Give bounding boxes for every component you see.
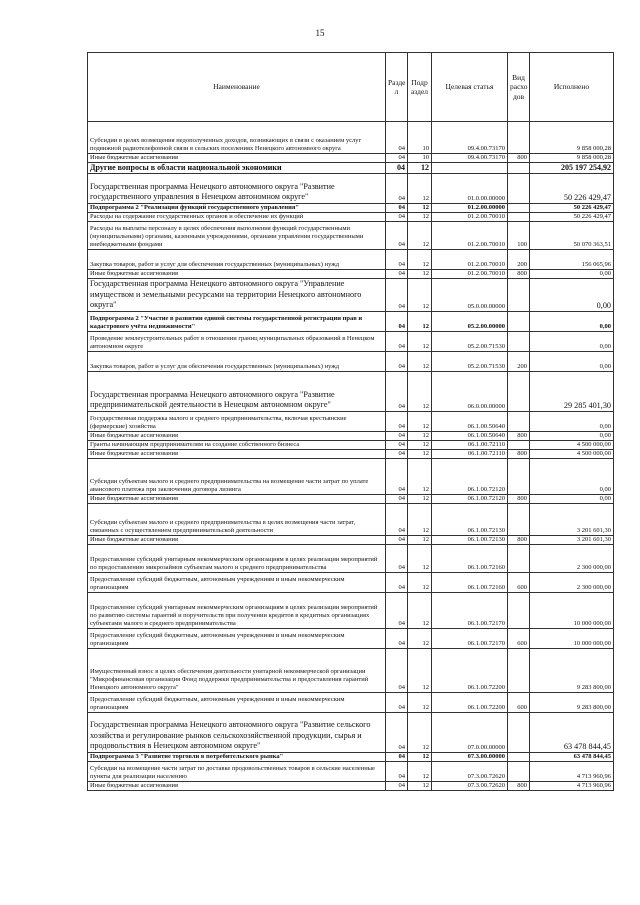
- table-row: [88, 411, 614, 431]
- table-row: [88, 311, 614, 331]
- row-target-cell: 05.2.00.00000: [432, 311, 508, 331]
- row-type-cell: [508, 440, 530, 449]
- row-name-cell: Государственная программа Ненецкого автономного округа "Развитие предпринимательской деятельности в Ненецком автономном округе": [88, 371, 386, 411]
- row-name-cell: Иные бюджетные ассигнования: [88, 449, 386, 458]
- row-executed-cell: 29 285 401,30: [530, 371, 614, 411]
- row-name-cell: Иные бюджетные ассигнования: [88, 781, 386, 790]
- row-subsection-cell: 12: [408, 163, 432, 174]
- table-row: [88, 270, 614, 279]
- row-executed-cell: 0,00: [530, 458, 614, 494]
- table-row: [88, 628, 614, 648]
- row-section-cell: 04: [386, 761, 408, 781]
- row-executed-cell: 50 226 429,47: [530, 174, 614, 204]
- row-executed-cell: 0,00: [530, 494, 614, 503]
- row-section-cell: 04: [386, 449, 408, 458]
- row-target-cell: 06.1.00.72130: [432, 503, 508, 535]
- row-type-cell: [508, 648, 530, 692]
- row-subsection-cell: 12: [408, 204, 432, 213]
- row-subsection-cell: 12: [408, 440, 432, 449]
- row-type-cell: 800: [508, 154, 530, 163]
- row-target-cell: 06.1.00.72120: [432, 458, 508, 494]
- row-target-cell: 06.0.00.00000: [432, 371, 508, 411]
- row-section-cell: 04: [386, 781, 408, 790]
- row-subsection-cell: 10: [408, 154, 432, 163]
- row-subsection-cell: 12: [408, 592, 432, 628]
- table-row: [88, 781, 614, 790]
- row-type-cell: [508, 752, 530, 761]
- row-subsection-cell: 12: [408, 752, 432, 761]
- row-subsection-cell: 12: [408, 331, 432, 351]
- row-target-cell: 06.1.00.72120: [432, 494, 508, 503]
- row-type-cell: 600: [508, 692, 530, 712]
- row-subsection-cell: 10: [408, 122, 432, 154]
- row-section-cell: 04: [386, 331, 408, 351]
- row-name-cell: Субсидии на возмещение части затрат по доставке продовольственных товаров в сельские населенные пункты для реализации населению: [88, 761, 386, 781]
- row-subsection-cell: 12: [408, 351, 432, 371]
- table-row: [88, 458, 614, 494]
- row-type-cell: 200: [508, 351, 530, 371]
- row-type-cell: [508, 174, 530, 204]
- row-subsection-cell: 12: [408, 371, 432, 411]
- row-type-cell: [508, 163, 530, 174]
- row-section-cell: 04: [386, 752, 408, 761]
- row-subsection-cell: 12: [408, 174, 432, 204]
- table-row: [88, 331, 614, 351]
- row-executed-cell: 10 000 000,00: [530, 592, 614, 628]
- row-target-cell: 01.2.00.70010: [432, 270, 508, 279]
- row-executed-cell: 4 713 960,96: [530, 761, 614, 781]
- table-row: [88, 592, 614, 628]
- row-type-cell: [508, 712, 530, 752]
- row-section-cell: 04: [386, 371, 408, 411]
- row-name-cell: Иные бюджетные ассигнования: [88, 431, 386, 440]
- row-executed-cell: 2 300 000,00: [530, 572, 614, 592]
- row-target-cell: 06.1.00.72170: [432, 628, 508, 648]
- row-type-cell: 800: [508, 781, 530, 790]
- row-type-cell: [508, 122, 530, 154]
- row-executed-cell: 10 000 000,00: [530, 628, 614, 648]
- row-target-cell: 06.1.00.50640: [432, 431, 508, 440]
- table-row: [88, 440, 614, 449]
- table-row: [88, 712, 614, 752]
- row-name-cell: Государственная программа Ненецкого автономного округа "Развитие государственного управления в Ненецком автономном округе": [88, 174, 386, 204]
- table-row: [88, 544, 614, 572]
- row-section-cell: 04: [386, 411, 408, 431]
- row-type-cell: [508, 503, 530, 535]
- row-type-cell: 800: [508, 270, 530, 279]
- row-type-cell: 600: [508, 572, 530, 592]
- row-target-cell: 07.3.00.72620: [432, 781, 508, 790]
- header-target-article: Целевая статья: [432, 53, 508, 122]
- row-subsection-cell: 12: [408, 431, 432, 440]
- row-subsection-cell: 12: [408, 503, 432, 535]
- table-row: [88, 154, 614, 163]
- row-subsection-cell: 12: [408, 535, 432, 544]
- row-name-cell: Иные бюджетные ассигнования: [88, 154, 386, 163]
- row-executed-cell: 0,00: [530, 431, 614, 440]
- table-row: [88, 371, 614, 411]
- row-executed-cell: 3 201 601,30: [530, 535, 614, 544]
- row-section-cell: 04: [386, 311, 408, 331]
- row-target-cell: 06.1.00.72160: [432, 572, 508, 592]
- row-subsection-cell: 12: [408, 222, 432, 250]
- row-executed-cell: 0,00: [530, 331, 614, 351]
- row-section-cell: 04: [386, 572, 408, 592]
- row-name-cell: Предоставление субсидий бюджетным, автономным учреждениям и иным некоммерческим организациям: [88, 692, 386, 712]
- table-row: [88, 213, 614, 222]
- row-target-cell: 06.1.00.72110: [432, 440, 508, 449]
- row-section-cell: 04: [386, 712, 408, 752]
- row-executed-cell: 4 713 960,96: [530, 781, 614, 790]
- row-section-cell: 04: [386, 544, 408, 572]
- row-type-cell: 200: [508, 250, 530, 270]
- table-row: [88, 204, 614, 213]
- row-section-cell: 04: [386, 204, 408, 213]
- row-subsection-cell: 12: [408, 692, 432, 712]
- row-executed-cell: 50 070 363,51: [530, 222, 614, 250]
- row-type-cell: [508, 544, 530, 572]
- row-executed-cell: 63 478 844,45: [530, 712, 614, 752]
- row-section-cell: 04: [386, 213, 408, 222]
- row-type-cell: [508, 279, 530, 312]
- header-name: Наименование: [88, 53, 386, 122]
- row-subsection-cell: 12: [408, 544, 432, 572]
- row-section-cell: 04: [386, 270, 408, 279]
- row-subsection-cell: 12: [408, 449, 432, 458]
- row-subsection-cell: 12: [408, 494, 432, 503]
- table-row: [88, 494, 614, 503]
- row-section-cell: 04: [386, 503, 408, 535]
- row-target-cell: 09.4.00.73170: [432, 122, 508, 154]
- row-name-cell: Другие вопросы в области национальной экономики: [88, 163, 386, 174]
- row-type-cell: 800: [508, 535, 530, 544]
- row-name-cell: Закупка товаров, работ и услуг для обеспечения государственных (муниципальных) нужд: [88, 250, 386, 270]
- row-executed-cell: 4 500 000,00: [530, 440, 614, 449]
- row-type-cell: [508, 204, 530, 213]
- row-type-cell: [508, 761, 530, 781]
- row-section-cell: 04: [386, 628, 408, 648]
- row-executed-cell: 9 283 800,00: [530, 648, 614, 692]
- budget-execution-table: [87, 52, 614, 791]
- row-section-cell: 04: [386, 279, 408, 312]
- header-subsection: Подр аздел: [408, 53, 432, 122]
- table-row: [88, 279, 614, 312]
- row-target-cell: 06.1.00.72200: [432, 648, 508, 692]
- table-row: [88, 752, 614, 761]
- row-target-cell: 01.2.00.00000: [432, 204, 508, 213]
- row-executed-cell: 50 226 429,47: [530, 204, 614, 213]
- row-name-cell: Подпрограмма 2 "Реализация функций государственного управления": [88, 204, 386, 213]
- row-section-cell: 04: [386, 494, 408, 503]
- row-subsection-cell: 12: [408, 781, 432, 790]
- row-target-cell: [432, 163, 508, 174]
- table-row: [88, 503, 614, 535]
- row-target-cell: 07.0.00.00000: [432, 712, 508, 752]
- row-section-cell: 04: [386, 222, 408, 250]
- row-name-cell: Закупка товаров, работ и услуг для обеспечения государственных (муниципальных) нужд: [88, 351, 386, 371]
- row-type-cell: [508, 411, 530, 431]
- row-executed-cell: 3 201 601,30: [530, 503, 614, 535]
- table-row: [88, 163, 614, 174]
- row-type-cell: 800: [508, 449, 530, 458]
- row-executed-cell: 0,00: [530, 270, 614, 279]
- table-row: [88, 761, 614, 781]
- row-subsection-cell: 12: [408, 648, 432, 692]
- row-name-cell: Субсидии в целях возмещения недополученных доходов, возникающих в связи с оказанием услуг подвижной радиотелефонной связи в сельских поселениях Ненецкого автономного округа: [88, 122, 386, 154]
- row-name-cell: Государственная программа Ненецкого автономного округа "Развитие сельского хозяйства и регулирование рынков сельскохозяйственной продукции, сырья и продовольствия в Ненецком автономном округе": [88, 712, 386, 752]
- row-target-cell: 05.2.00.71530: [432, 351, 508, 371]
- row-subsection-cell: 12: [408, 712, 432, 752]
- row-type-cell: [508, 371, 530, 411]
- row-name-cell: Расходы на выплаты персоналу в целях обеспечения выполнения функций государственными (муниципальными) органами, казенными учреждениями, органами управления государственными внебюджетными фондами: [88, 222, 386, 250]
- row-section-cell: 04: [386, 163, 408, 174]
- row-name-cell: Подпрограмма 3 "Развитие торговли в потребительского рынка": [88, 752, 386, 761]
- row-type-cell: [508, 458, 530, 494]
- row-name-cell: Гранты начинающим предпринимателям на создание собственного бизнеса: [88, 440, 386, 449]
- row-name-cell: Иные бюджетные ассигнования: [88, 270, 386, 279]
- table-body: [88, 122, 614, 791]
- row-section-cell: 04: [386, 535, 408, 544]
- row-name-cell: Иные бюджетные ассигнования: [88, 494, 386, 503]
- row-executed-cell: 9 283 800,00: [530, 692, 614, 712]
- row-subsection-cell: 12: [408, 411, 432, 431]
- row-section-cell: 04: [386, 692, 408, 712]
- row-executed-cell: 0,00: [530, 411, 614, 431]
- row-target-cell: 05.2.00.71530: [432, 331, 508, 351]
- row-target-cell: 01.2.00.70010: [432, 213, 508, 222]
- row-section-cell: 04: [386, 250, 408, 270]
- row-executed-cell: 0,00: [530, 279, 614, 312]
- row-name-cell: Предоставление субсидий бюджетным, автономным учреждениям и иным некоммерческим организациям: [88, 572, 386, 592]
- row-executed-cell: 9 858 000,28: [530, 154, 614, 163]
- row-executed-cell: 50 226 429,47: [530, 213, 614, 222]
- row-executed-cell: 0,00: [530, 351, 614, 371]
- page-number: 15: [315, 28, 325, 38]
- row-type-cell: 800: [508, 494, 530, 503]
- row-target-cell: 06.1.00.72160: [432, 544, 508, 572]
- row-target-cell: 06.1.00.72170: [432, 592, 508, 628]
- row-section-cell: 04: [386, 351, 408, 371]
- row-subsection-cell: 12: [408, 213, 432, 222]
- table-header-row: [88, 53, 614, 122]
- row-target-cell: 05.0.00.00000: [432, 279, 508, 312]
- row-target-cell: 06.1.00.72110: [432, 449, 508, 458]
- row-executed-cell: 4 500 000,00: [530, 449, 614, 458]
- row-target-cell: 01.0.00.00000: [432, 174, 508, 204]
- row-target-cell: 01.2.00.70010: [432, 250, 508, 270]
- table-row: [88, 222, 614, 250]
- row-name-cell: Предоставление субсидий бюджетным, автономным учреждениям и иным некоммерческим организациям: [88, 628, 386, 648]
- row-target-cell: 09.4.00.73170: [432, 154, 508, 163]
- row-section-cell: 04: [386, 122, 408, 154]
- row-name-cell: Субсидии субъектам малого и среднего предпринимательства на возмещение части затрат по уплате авансового платежа при заключении договора лизинга: [88, 458, 386, 494]
- row-name-cell: Государственная поддержка малого и среднего предпринимательства, включая крестьянские (фермерские) хозяйства: [88, 411, 386, 431]
- table-row: [88, 692, 614, 712]
- table-row: [88, 431, 614, 440]
- table-row: [88, 250, 614, 270]
- header-expense-type: Вид расхо дов: [508, 53, 530, 122]
- row-subsection-cell: 12: [408, 458, 432, 494]
- table-row: [88, 648, 614, 692]
- row-executed-cell: 205 197 254,92: [530, 163, 614, 174]
- row-section-cell: 04: [386, 431, 408, 440]
- row-executed-cell: 2 300 000,00: [530, 544, 614, 572]
- row-section-cell: 04: [386, 648, 408, 692]
- table-row: [88, 572, 614, 592]
- row-name-cell: Иные бюджетные ассигнования: [88, 535, 386, 544]
- row-subsection-cell: 12: [408, 572, 432, 592]
- row-name-cell: Подпрограмма 2 "Участие в развитии единой системы государственной регистрации прав и кадастрового учёта недвижимости": [88, 311, 386, 331]
- row-executed-cell: 156 065,96: [530, 250, 614, 270]
- row-subsection-cell: 12: [408, 250, 432, 270]
- row-type-cell: [508, 213, 530, 222]
- row-executed-cell: 0,00: [530, 311, 614, 331]
- row-target-cell: 06.1.00.72130: [432, 535, 508, 544]
- row-section-cell: 04: [386, 154, 408, 163]
- row-section-cell: 04: [386, 440, 408, 449]
- row-target-cell: 07.3.00.00000: [432, 752, 508, 761]
- row-executed-cell: 9 858 000,28: [530, 122, 614, 154]
- row-subsection-cell: 12: [408, 761, 432, 781]
- table-row: [88, 122, 614, 154]
- row-subsection-cell: 12: [408, 628, 432, 648]
- row-section-cell: 04: [386, 592, 408, 628]
- row-type-cell: [508, 311, 530, 331]
- row-section-cell: 04: [386, 174, 408, 204]
- table-row: [88, 351, 614, 371]
- row-target-cell: 07.3.00.72620: [432, 761, 508, 781]
- row-name-cell: Имущественный взнос в целях обеспечения деятельности унитарной некоммерческой организации "Микрофинансовая организация Фонд поддержки предпринимательства и предоставления гарантий Ненецкого автономного округа": [88, 648, 386, 692]
- row-name-cell: Предоставление субсидий унитарным некоммерческим организациям в целях реализации мероприятий по развитию системы гарантий и поручительств при получении кредитов в кредитных организациях субъектами малого и среднего предпринимательства: [88, 592, 386, 628]
- table-row: [88, 449, 614, 458]
- row-name-cell: Проведение землеустроительных работ в отношении границ муниципальных образований в Ненецком автономном округе: [88, 331, 386, 351]
- row-subsection-cell: 12: [408, 279, 432, 312]
- row-name-cell: Государственная программа Ненецкого автономного округа "Управление имуществом и земельными ресурсами на территории Ненецкого автономного округа": [88, 279, 386, 312]
- row-subsection-cell: 12: [408, 311, 432, 331]
- table-row: [88, 174, 614, 204]
- row-type-cell: [508, 592, 530, 628]
- header-section: Разде л: [386, 53, 408, 122]
- table-row: [88, 535, 614, 544]
- row-target-cell: 06.1.00.72200: [432, 692, 508, 712]
- row-type-cell: 800: [508, 431, 530, 440]
- row-name-cell: Субсидии субъектам малого и среднего предпринимательства в целях возмещения части затрат, связанных с осуществлением предпринимательской деятельности: [88, 503, 386, 535]
- row-target-cell: 01.2.00.70010: [432, 222, 508, 250]
- header-executed: Исполнено: [530, 53, 614, 122]
- row-name-cell: Расходы на содержание государственных органов и обеспечение их функций: [88, 213, 386, 222]
- row-type-cell: [508, 331, 530, 351]
- row-name-cell: Предоставление субсидий унитарным некоммерческим организациям в целях реализации мероприятий по предоставлению микрозаймов субъектам малого и среднего предпринимательства: [88, 544, 386, 572]
- row-subsection-cell: 12: [408, 270, 432, 279]
- row-section-cell: 04: [386, 458, 408, 494]
- row-target-cell: 06.1.00.50640: [432, 411, 508, 431]
- row-type-cell: 600: [508, 628, 530, 648]
- row-executed-cell: 63 478 844,45: [530, 752, 614, 761]
- row-type-cell: 100: [508, 222, 530, 250]
